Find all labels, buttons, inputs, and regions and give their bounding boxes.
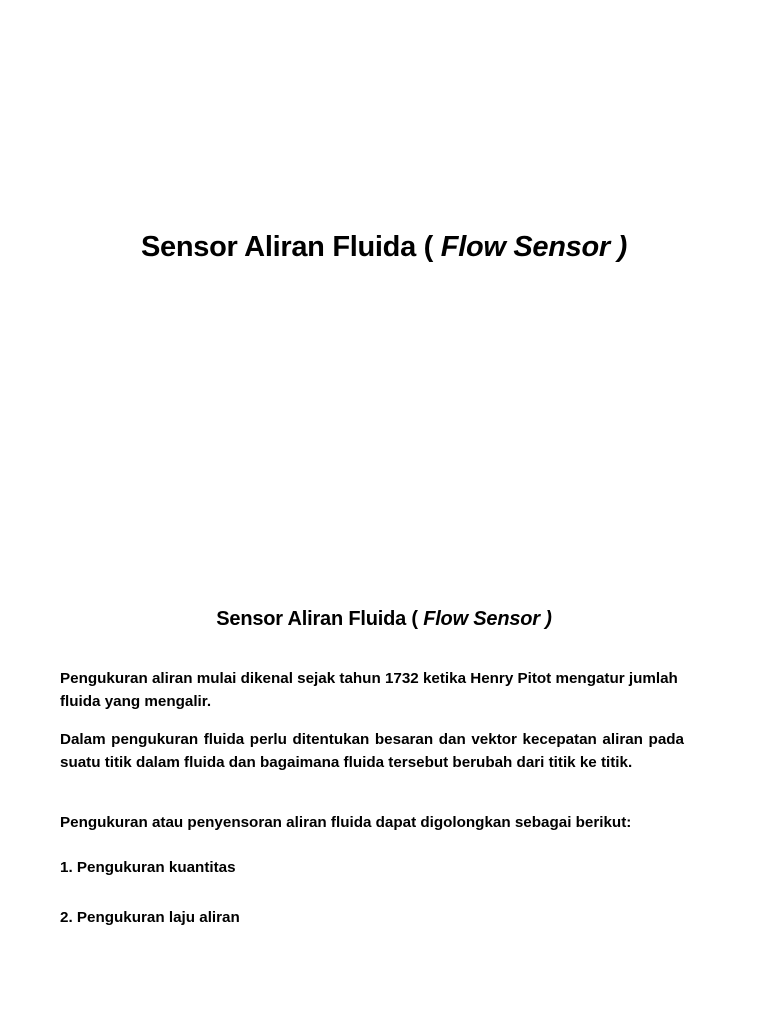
paragraph-measurement: Dalam pengukuran fluida perlu ditentukan besaran dan vektor kecepatan aliran pada suatu titik dalam fluida dan bagaimana fluida tersebut berubah dari titik ke titik. [60,731,684,771]
list-item-quantity: 1. Pengukuran kuantitas [60,859,236,876]
slide1-title [0,231,768,264]
list-item-flow-rate: 2. Pengukuran laju aliran [60,909,240,926]
slide1-title-text: Sensor Aliran Fluida ( [140,231,441,263]
paragraph-history: Pengukuran aliran mulai dikenal sejak tahun 1732 ketika Henry Pitot mengatur jumlah fluida yang mengalir. [60,670,678,710]
slide2-title-italic: Flow Sensor ) [423,608,552,630]
paragraph-classification: Pengukuran atau penyensoran aliran fluida dapat digolongkan sebagai berikut: [60,814,632,831]
slide2-title-text: Sensor Aliran Fluida ( [216,608,424,630]
slide1-title-italic: Flow Sensor ) [440,231,628,263]
slide2-title [0,608,768,631]
